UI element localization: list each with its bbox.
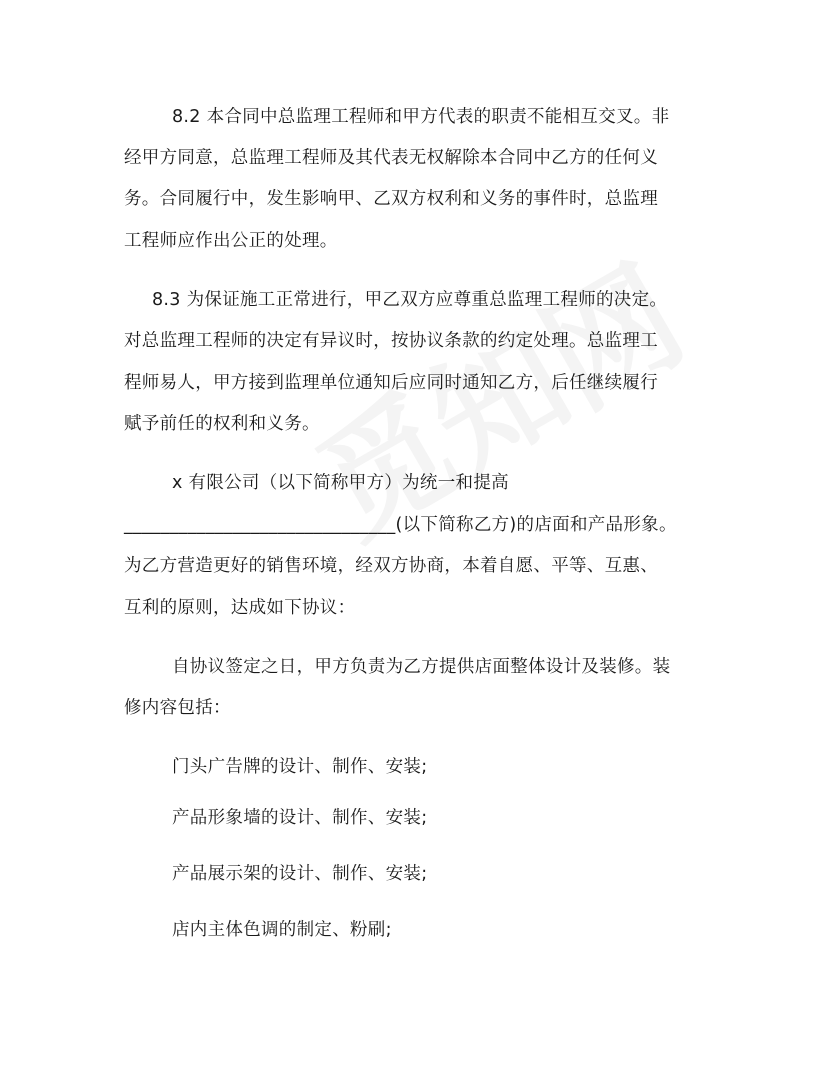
- paragraph-line: 程师易人，甲方接到监理单位通知后应同时通知乙方，后任继续履行: [124, 373, 658, 393]
- paragraph-line: x 有限公司（以下简称甲方）为统一和提高: [172, 473, 509, 493]
- paragraph-line: 赋予前任的权利和义务。: [124, 414, 320, 434]
- paragraph-line: 为乙方营造更好的销售环境，经双方协商，本着自愿、平等、互惠、: [124, 556, 658, 576]
- paragraph-line: 务。合同履行中，发生影响甲、乙双方权利和义务的事件时，总监理: [124, 189, 658, 209]
- paragraph-line: 8.3 为保证施工正常进行，甲乙双方应尊重总监理工程师的决定。: [152, 290, 668, 310]
- paragraph-line: 经甲方同意，总监理工程师及其代表无权解除本合同中乙方的任何义: [124, 148, 658, 168]
- paragraph-line: 修内容包括：: [124, 698, 231, 718]
- list-item: 产品形象墙的设计、制作、安装;: [172, 808, 428, 828]
- paragraph-line: 工程师应作出公正的处理。: [124, 231, 338, 251]
- list-item: 门头广告牌的设计、制作、安装;: [172, 757, 428, 777]
- paragraph-line: 对总监理工程师的决定有异议时，按协议条款的约定处理。总监理工: [124, 331, 658, 351]
- list-item: 产品展示架的设计、制作、安装;: [172, 864, 428, 884]
- paragraph-line: 自协议签定之日，甲方负责为乙方提供店面整体设计及装修。装: [172, 657, 671, 677]
- paragraph-line: ______________________________(以下简称乙方)的店面和产品形象。: [124, 515, 677, 535]
- list-item: 店内主体色调的制定、粉刷;: [172, 920, 392, 940]
- paragraph-line: 互利的原则，达成如下协议：: [124, 598, 356, 618]
- paragraph-line: 8.2 本合同中总监理工程师和甲方代表的职责不能相互交叉。非: [172, 107, 670, 127]
